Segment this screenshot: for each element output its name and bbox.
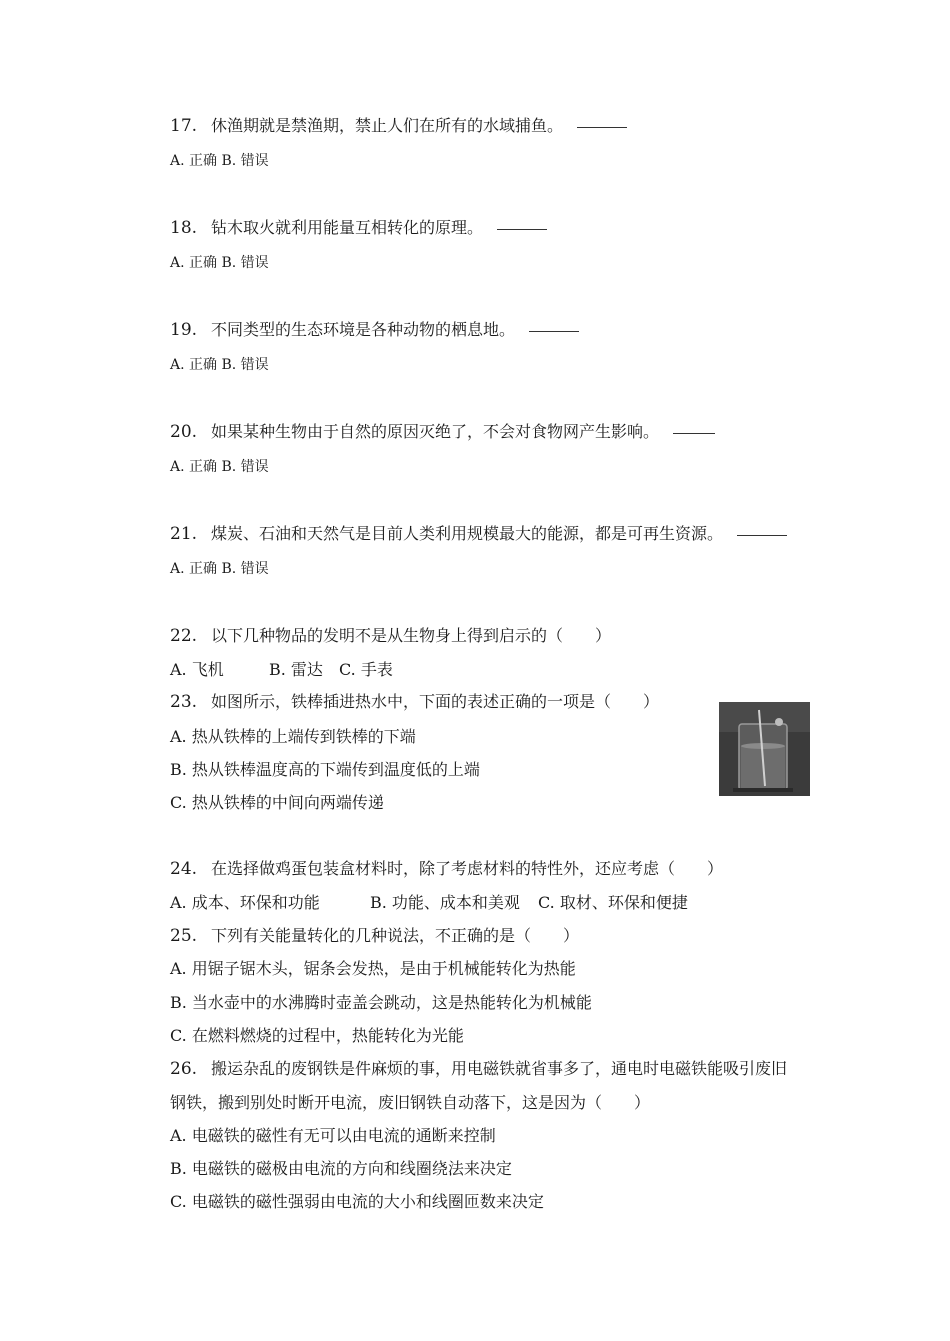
question-text: 休渔期就是禁渔期，禁止人们在所有的水域捕鱼。: [211, 116, 564, 135]
question-number: 18.: [170, 218, 198, 238]
question-25-option-b: B. 当水壶中的水沸腾时壶盖会跳动，这是热能转化为机械能: [170, 993, 592, 1012]
question-number: 23.: [170, 692, 198, 712]
question-25-option-c: C. 在燃料燃烧的过程中，热能转化为光能: [170, 1026, 464, 1045]
question-text: 钻木取火就利用能量互相转化的原理。: [211, 218, 484, 237]
option-b: B. 功能、成本和美观: [370, 893, 520, 912]
question-23-option-c: C. 热从铁棒的中间向两端传递: [170, 793, 384, 812]
answer-blank: [737, 534, 787, 536]
question-number: 20.: [170, 422, 198, 442]
question-25: [170, 926, 579, 946]
question-number: 21.: [170, 524, 198, 544]
question-number: 26.: [170, 1059, 198, 1079]
question-23-option-b: B. 热从铁棒温度高的下端传到温度低的上端: [170, 760, 480, 779]
question-text: 煤炭、石油和天然气是目前人类利用规模最大的能源，都是可再生资源。: [211, 524, 724, 543]
iron-rod-in-hot-water-photo: [719, 702, 810, 796]
question-text: 下列有关能量转化的几种说法，不正确的是（ ）: [211, 926, 580, 945]
answer-blank: [529, 330, 579, 332]
question-text: 以下几种物品的发明不是从生物身上得到启示的（ ）: [211, 626, 612, 645]
question-number: 25.: [170, 926, 198, 946]
question-number: 17.: [170, 116, 198, 136]
question-26-option-b: B. 电磁铁的磁极由电流的方向和线圈绕法来决定: [170, 1159, 512, 1178]
question-text-line-1: 搬运杂乱的废钢铁是件麻烦的事，用电磁铁就省事多了，通电时电磁铁能吸引废旧: [211, 1059, 788, 1078]
question-21: [170, 524, 787, 544]
question-26-option-a: A. 电磁铁的磁性有无可以由电流的通断来控制: [170, 1126, 496, 1145]
question-19: [170, 320, 579, 340]
question-number: 24.: [170, 859, 198, 879]
option-c: C. 手表: [339, 660, 393, 679]
question-26: [170, 1059, 787, 1079]
question-20-options: A. 正确 B. 错误: [170, 459, 269, 475]
question-18: [170, 218, 547, 238]
question-21-options: A. 正确 B. 错误: [170, 561, 269, 577]
question-23: [170, 692, 659, 712]
question-text: 如图所示，铁棒插进热水中，下面的表述正确的一项是（ ）: [211, 692, 660, 711]
question-text: 在选择做鸡蛋包装盒材料时，除了考虑材料的特性外，还应考虑（ ）: [211, 859, 724, 878]
answer-blank: [497, 228, 547, 230]
answer-blank: [577, 126, 627, 128]
question-22: [170, 626, 611, 646]
question-text: 不同类型的生态环境是各种动物的栖息地。: [211, 320, 516, 339]
option-a: A. 飞机: [170, 660, 224, 679]
question-17-options: A. 正确 B. 错误: [170, 153, 269, 169]
option-b: B. 雷达: [269, 660, 323, 679]
question-17: [170, 116, 627, 136]
answer-blank: [673, 432, 715, 434]
question-19-options: A. 正确 B. 错误: [170, 357, 269, 373]
question-26-text-line-2: 钢铁，搬到别处时断开电流，废旧钢铁自动落下，这是因为（ ）: [170, 1093, 651, 1112]
question-22-options: [170, 660, 393, 680]
question-18-options: A. 正确 B. 错误: [170, 255, 269, 271]
question-23-option-a: A. 热从铁棒的上端传到铁棒的下端: [170, 727, 416, 746]
question-20: [170, 422, 715, 442]
option-a: A. 成本、环保和功能: [170, 893, 320, 912]
question-number: 22.: [170, 626, 198, 646]
question-26-option-c: C. 电磁铁的磁性强弱由电流的大小和线圈匝数来决定: [170, 1192, 544, 1211]
option-c: C. 取材、环保和便捷: [538, 893, 688, 912]
question-24-options: [170, 893, 688, 913]
question-number: 19.: [170, 320, 198, 340]
question-24: [170, 859, 723, 879]
question-25-option-a: A. 用锯子锯木头，锯条会发热，是由于机械能转化为热能: [170, 959, 576, 978]
question-text: 如果某种生物由于自然的原因灭绝了，不会对食物网产生影响。: [211, 422, 660, 441]
